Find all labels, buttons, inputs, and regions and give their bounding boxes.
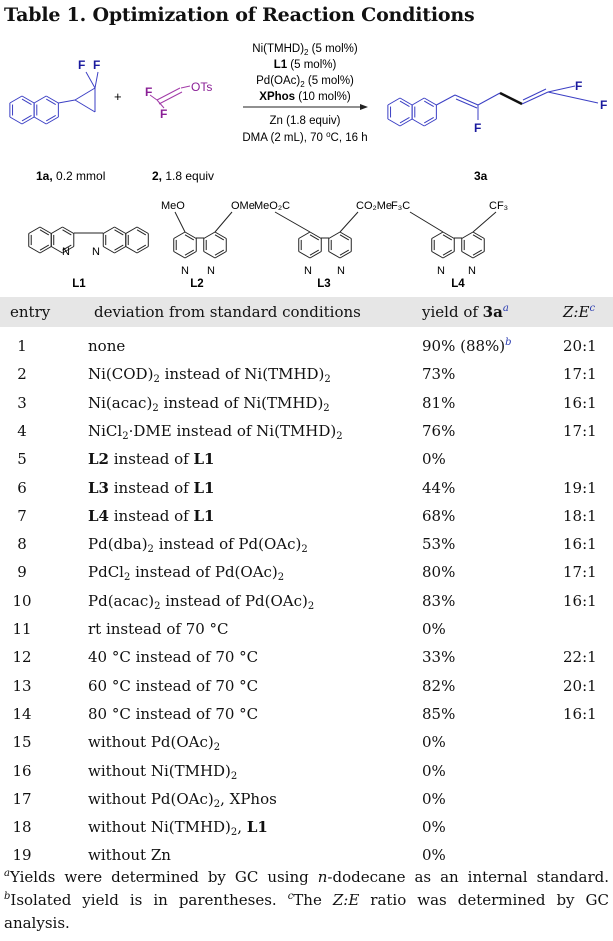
cell-deviation: 80 °C instead of 70 °C [88,704,259,723]
atom-n: N [337,265,345,277]
header-deviation: deviation from standard conditions [94,303,361,321]
bond [478,93,500,105]
substituent: MeO [161,200,185,212]
bond [63,227,74,234]
cell-ze: 16:1 [563,704,597,723]
cell-entry: 13 [12,676,32,695]
atom-n: N [181,265,189,277]
atom-f: F [93,58,101,72]
cell-entry: 7 [17,506,27,525]
cell-ze: 17:1 [563,563,597,582]
cell-deviation: $Ni(COD)_2$ instead of $Ni(TMHD)_2$ [88,365,331,386]
bond [215,212,232,232]
table-row [0,422,613,446]
cell-yield: 68% [422,506,456,525]
table-row [0,705,613,729]
atom-f: F [575,79,583,93]
bond [473,212,496,232]
bond [473,232,484,239]
bond [185,252,196,259]
atom-f: F [145,85,153,99]
cell-yield: 73% [422,365,456,384]
cell-yield: 0% [422,450,446,469]
header-ze: Z:E$^c$ [563,303,596,321]
cell-ze: 16:1 [563,393,597,412]
cell-entry: 8 [17,535,27,554]
bond [400,98,412,105]
atom-n: N [207,265,215,277]
bond [548,92,598,103]
bond [137,230,146,235]
cell-yield: 83% [422,591,456,610]
bond [22,115,31,120]
substituent: OMe [231,200,255,212]
bond [126,227,137,234]
bond [75,100,95,112]
bond [103,227,114,234]
cell-deviation: without $Pd(OAc)_2$ [88,733,221,754]
table-row [0,648,613,672]
table-row [0,818,613,842]
bond [40,227,51,234]
cell-entry: 6 [17,478,27,497]
bond [137,247,148,254]
cell-deviation: without Zn [88,846,171,865]
cell-entry: 16 [12,761,32,780]
cell-deviation: without $Ni(TMHD)_2$ [88,761,238,782]
atom-n: N [62,246,70,258]
bond [310,235,319,240]
bond [215,250,224,255]
bond [412,98,424,105]
bond [22,96,34,103]
cell-entry: 9 [17,563,27,582]
bond [340,252,351,259]
bond [204,252,215,259]
footnotes: $^a$Yields were determined by GC using n-dodecane as an internal standard. $^b$Isolated yield is in parentheses. $^c$The Z:E ratio was determined by GC analysis. [4,868,610,932]
bond [51,227,62,234]
compound-label: 1a, 0.2 mmol [36,169,106,183]
bond [126,247,137,254]
bond [174,252,185,259]
bond [443,252,454,259]
header-yield: yield of 3a$^a$ [422,303,509,321]
bond [436,95,455,105]
bond [10,96,22,103]
substituent: CO₂Me [356,200,393,212]
cell-yield: 0% [422,789,446,808]
bond [410,212,443,232]
cell-yield: 0% [422,733,446,752]
table-row [0,620,613,644]
cell-deviation: $Ni(acac)_2$ instead of $Ni(TMHD)_2$ [88,393,330,414]
atom-f: F [160,107,168,121]
cell-deviation: none [88,337,126,355]
cell-entry: 1 [17,337,27,355]
header-entry: entry [10,303,51,321]
cell-ze: 22:1 [563,648,597,667]
cell-deviation: L4 instead of L1 [88,506,215,525]
reaction-scheme [0,0,613,295]
bond [175,212,185,232]
cell-deviation: $Pd(acac)_2$ instead of $Pd(OAc)_2$ [88,591,315,612]
cell-entry: 15 [12,733,32,752]
bond [115,245,124,250]
table-row [0,733,613,757]
cell-yield: 85% [422,704,456,723]
bond [424,98,436,105]
bond [340,232,351,239]
cell-entry: 2 [17,365,27,384]
cell-yield: 33% [422,648,456,667]
cell-yield: 0% [422,620,446,638]
cell-deviation: 60 °C instead of 70 °C [88,676,259,695]
bond [115,247,126,254]
cell-ze: 17:1 [563,421,597,440]
cell-entry: 11 [12,620,32,638]
bond [29,227,40,234]
substituent: MeO₂C [254,200,291,212]
bond [340,250,349,255]
bond [157,88,180,100]
cell-ze: 19:1 [563,478,597,497]
atom-ots: OTs [191,80,213,94]
compound-label: 2, 1.8 equiv [152,169,215,183]
bond [443,250,452,255]
cell-yield: 0% [422,818,446,837]
bond [388,119,400,126]
bond [86,72,95,88]
table-row [0,535,613,559]
bond [185,235,194,240]
atom-f: F [474,121,482,135]
compound-label: 3a [474,169,488,183]
bond [329,232,340,239]
cell-yield: 90% (88%)$^b$ [422,337,512,355]
bond [46,117,58,124]
cell-deviation: without $Ni(TMHD)_2$, L1 [88,818,268,839]
cell-yield: 0% [422,761,446,780]
bond [215,252,226,259]
bond [63,230,72,235]
bond [400,117,409,122]
cell-deviation: L3 instead of L1 [88,478,215,497]
cell-entry: 18 [12,818,32,837]
bond [424,119,436,126]
cell-entry: 3 [17,393,27,412]
cell-yield: 44% [422,478,456,497]
cell-yield: 0% [422,846,446,865]
bond [473,250,482,255]
table-row [0,337,613,361]
atom-n: N [468,265,476,277]
cell-deviation: PdCl$_2$ instead of $Pd(OAc)_2$ [88,563,285,584]
bond [181,86,190,88]
bond [462,252,473,259]
cell-entry: 12 [12,648,32,667]
condition-line: DMA (2 mL), 70 $^o$C, 16 h [242,130,368,144]
atom-f: F [78,58,86,72]
bond [473,235,482,240]
bond [34,117,46,124]
table-row [0,677,613,701]
condition-line: $Ni(TMHD)_2$ (5 mol%) [252,43,358,57]
bond [388,98,400,105]
table-row [0,762,613,786]
bond [115,227,126,234]
table-row [0,507,613,531]
arrowhead-icon [360,104,368,110]
cell-deviation: rt instead of 70 °C [88,620,229,638]
cell-deviation: L2 instead of L1 [88,450,215,469]
substituent: CF₃ [489,200,509,212]
ligand-label: L3 [317,278,331,290]
cell-ze: 18:1 [563,506,597,525]
bond [22,99,31,104]
cell-deviation: without $Pd(OAc)_2$, XPhos [88,789,277,810]
cell-ze: 20:1 [563,337,597,355]
atom-n: N [92,246,100,258]
bond [310,252,321,259]
bond [40,245,49,250]
bond [137,227,148,234]
cell-entry: 19 [12,846,32,865]
atom-n: N [437,265,445,277]
cell-yield: 53% [422,535,456,554]
cell-entry: 4 [17,421,27,440]
bond [40,247,51,254]
bond [424,117,433,122]
bond [340,235,349,240]
condition-line: $Pd(OAc)_2$ (5 mol%) [256,75,354,89]
table-row [0,479,613,503]
bond [46,99,55,104]
bond [159,92,182,104]
cell-ze: 16:1 [563,591,597,610]
table-row [0,592,613,616]
table-row [0,365,613,389]
bond [185,232,196,239]
bond [500,93,522,104]
bond [548,86,575,92]
cell-ze: 20:1 [563,676,597,695]
bond [299,232,310,239]
cell-yield: 82% [422,676,456,695]
bond [46,115,55,120]
bond [462,232,473,239]
cell-yield: 80% [422,563,456,582]
bond [103,247,114,254]
bond [51,247,62,254]
table-title: Table 1. Optimization of Reaction Conditions [4,4,475,26]
bond [473,252,484,259]
bond [29,247,40,254]
bond [400,119,412,126]
cell-yield: 76% [422,421,456,440]
atom-f: F [600,98,608,112]
bond [432,252,443,259]
cell-entry: 5 [17,450,27,469]
bond [185,250,194,255]
ligand-label: L2 [190,278,204,290]
bond [58,100,75,103]
bond [432,232,443,239]
bond [174,232,185,239]
bond [400,101,409,106]
ligand-label: L1 [72,278,86,290]
bond [215,232,226,239]
bond [34,96,46,103]
bond [40,230,49,235]
bond [95,72,98,88]
ligand-label: L4 [451,278,465,290]
atom-n: N [304,265,312,277]
bond [46,96,58,103]
table-row [0,450,613,474]
condition-line: L1 (5 mol%) [273,59,337,71]
bond [424,101,433,106]
plus-sign: + [114,89,122,104]
cell-entry: 17 [12,789,32,808]
bond [443,232,454,239]
cell-entry: 14 [12,704,32,723]
cell-entry: 10 [12,591,32,610]
bond [310,250,319,255]
substituent: F₃C [391,200,411,212]
bond [275,212,310,232]
table-row [0,563,613,587]
bond [310,232,321,239]
cell-deviation: NiCl$_2$·DME instead of $Ni(TMHD)_2$ [88,421,343,442]
bond [137,245,146,250]
bond [443,235,452,240]
cell-ze: 16:1 [563,535,597,554]
bond [75,88,95,100]
table-header [0,297,613,327]
cell-yield: 81% [422,393,456,412]
bond [215,235,224,240]
bond [10,117,22,124]
bond [204,232,215,239]
bond [340,212,358,232]
bond [412,119,424,126]
bond [115,230,124,235]
cell-deviation: $Pd(dba)_2$ instead of $Pd(OAc)_2$ [88,535,308,556]
cell-deviation: 40 °C instead of 70 °C [88,648,259,667]
bond [299,252,310,259]
bond [329,252,340,259]
table-row [0,394,613,418]
cell-ze: 17:1 [563,365,597,384]
table-row [0,790,613,814]
bond [22,117,34,124]
condition-line: Zn (1.8 equiv) [269,115,341,127]
condition-line: XPhos (10 mol%) [259,91,351,103]
